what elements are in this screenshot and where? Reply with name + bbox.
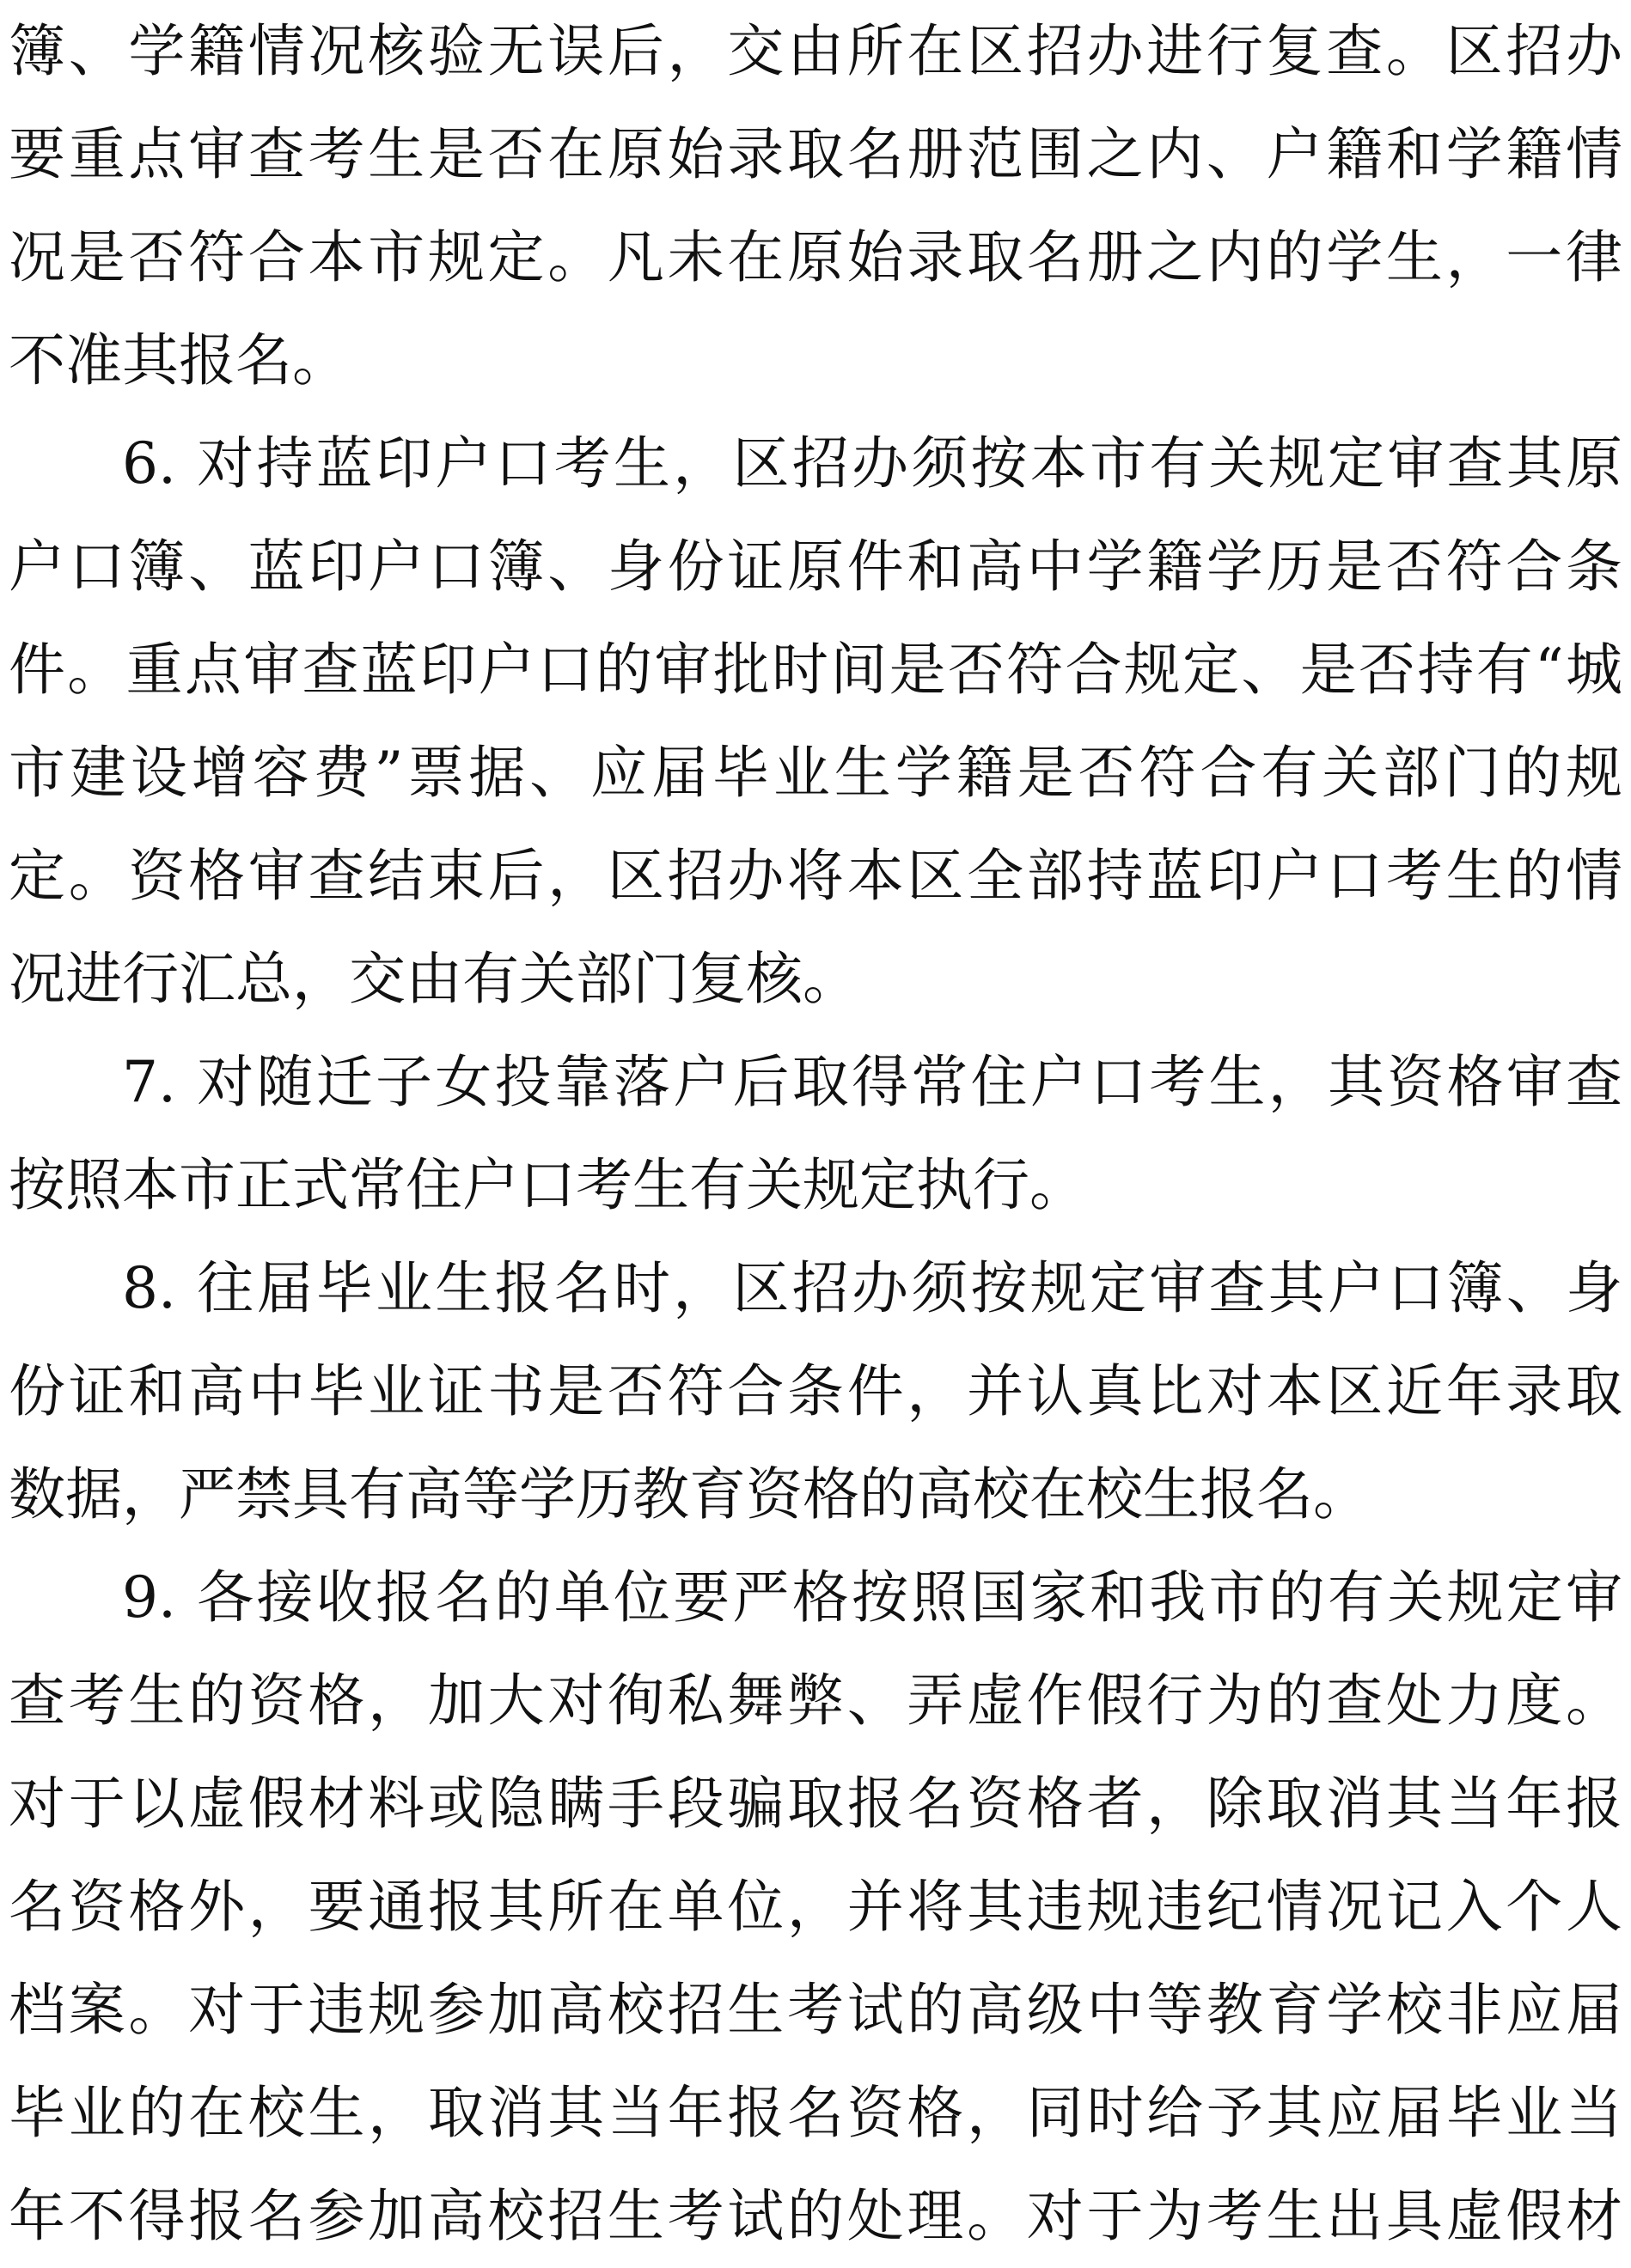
text-line: 数据，严禁具有高等学历教育资格的高校在校生报名。	[9, 1461, 1370, 1527]
text-line: 况进行汇总，交由有关部门复核。	[9, 946, 859, 1012]
text-line: 毕业的在校生，取消其当年报名资格，同时给予其应届毕业当	[9, 2080, 1622, 2146]
text-line: 件。重点审查蓝印户口的审批时间是否符合规定、是否持有“城	[9, 637, 1622, 703]
text-line: 定。资格审查结束后，区招办将本区全部持蓝印户口考生的情	[9, 843, 1622, 909]
text-line: 档案。对于违规参加高校招生考试的高级中等教育学校非应届	[9, 1977, 1622, 2043]
text-line: 市建设增容费”票据、应届毕业生学籍是否符合有关部门的规	[9, 740, 1622, 806]
paragraph-6-first-line: 6. 对持蓝印户口考生，区招办须按本市有关规定审查其原	[122, 430, 1622, 497]
text-line: 查考生的资格，加大对徇私舞弊、弄虚作假行为的查处力度。	[9, 1667, 1622, 1734]
paragraph-7-first-line: 7. 对随迁子女投靠落户后取得常住户口考生，其资格审查	[122, 1049, 1622, 1115]
text-line: 对于以虚假材料或隐瞒手段骗取报名资格者，除取消其当年报	[9, 1771, 1622, 1837]
paragraph-9-first-line: 9. 各接收报名的单位要严格按照国家和我市的有关规定审	[122, 1564, 1622, 1631]
text-line: 按照本市正式常住户口考生有关规定执行。	[9, 1152, 1086, 1218]
text-line: 簿、学籍情况核验无误后，交由所在区招办进行复查。区招办	[9, 18, 1622, 84]
text-line: 份证和高中毕业证书是否符合条件，并认真比对本区近年录取	[9, 1358, 1622, 1424]
text-line: 要重点审查考生是否在原始录取名册范围之内、户籍和学籍情	[9, 121, 1622, 187]
paragraph-8-first-line: 8. 往届毕业生报名时，区招办须按规定审查其户口簿、身	[122, 1255, 1622, 1321]
document-page	[9, 0, 1622, 2268]
text-line: 户口簿、蓝印户口簿、身份证原件和高中学籍学历是否符合条	[9, 533, 1622, 600]
text-line: 不准其报名。	[9, 327, 349, 393]
text-line: 名资格外，要通报其所在单位，并将其违规违纪情况记入个人	[9, 1874, 1622, 1940]
text-line: 年不得报名参加高校招生考试的处理。对于为考生出具虚假材	[9, 2183, 1622, 2249]
text-line: 况是否符合本市规定。凡未在原始录取名册之内的学生，一律	[9, 224, 1622, 290]
